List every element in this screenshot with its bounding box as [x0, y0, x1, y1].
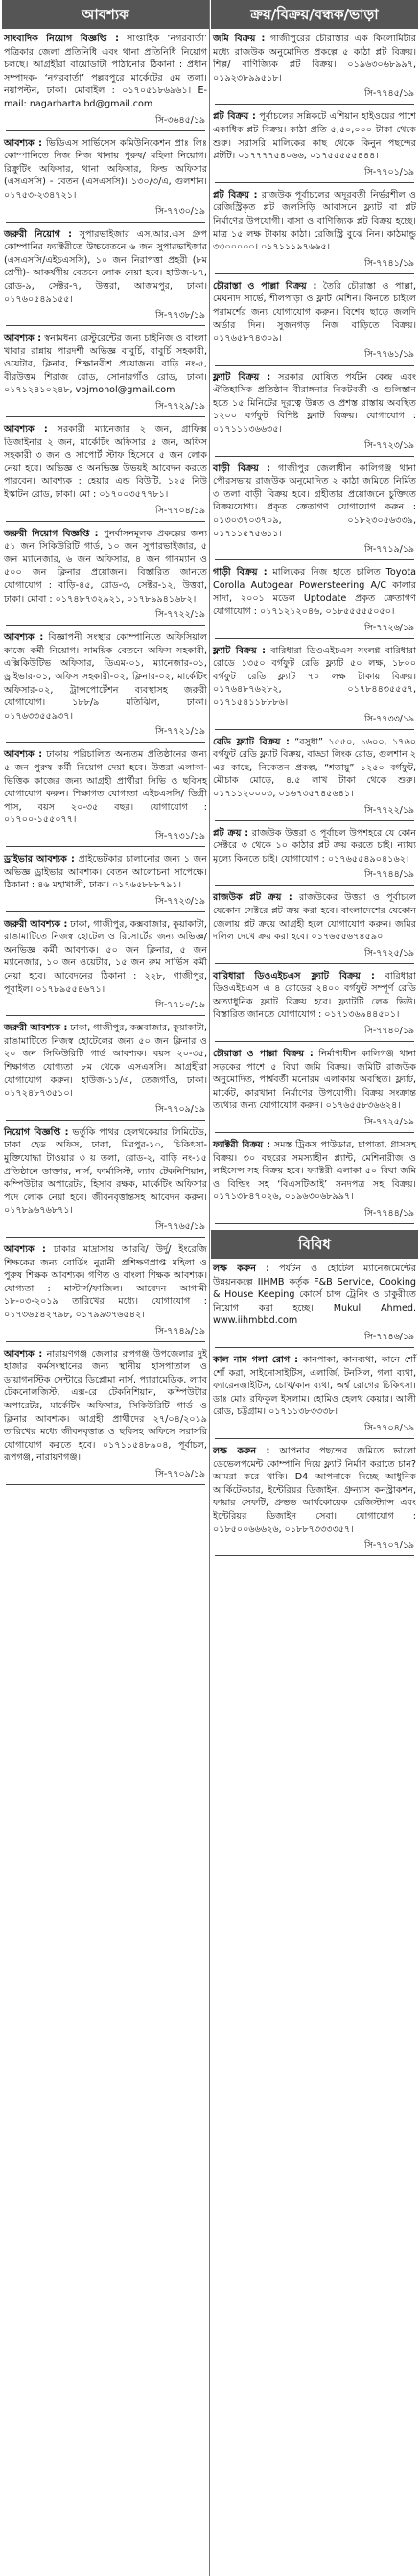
ad-reference-code: সি-৭৭০৪/১৯ — [364, 1422, 414, 1433]
ad-heading: ফ্ল্যাট বিক্রয় : — [213, 645, 266, 656]
ad-divider — [215, 456, 414, 457]
ad-divider — [215, 963, 414, 964]
ad-divider — [6, 521, 205, 522]
ad-divider — [215, 1041, 414, 1042]
column-divider — [209, 0, 210, 2576]
ad-heading: ফ্ল্যাট বিক্রয় : — [213, 371, 271, 383]
ad-heading: জমি বিক্রয় : — [213, 34, 266, 44]
ad-body — [4, 853, 207, 892]
classified-ad — [2, 1022, 209, 1121]
ad-divider — [215, 885, 414, 886]
ad-body — [4, 33, 207, 111]
ad-heading: বারিধারা ডিওএইচএস ফ্ল্যাট বিক্রয় : — [213, 970, 375, 981]
ad-divider — [215, 104, 414, 105]
ad-heading: আবশ্যক : — [4, 1243, 46, 1255]
ad-reference-code: সি-৭৭০৪/১৯ — [155, 505, 205, 516]
ad-divider — [6, 846, 205, 847]
ad-text: পুনর্বাসনমূলক প্রকল্পের জন্য ৫১ জন সিকিউরিটি গার্ড, ১০ জন সুপারভাইজার, ৫ জন ম্যানেজার, ৬ জন অফিসার, ৪ জন গানম্যান ও ৫০০ জন ক্লিনার প্রয়োজন। বিস্তারিত জানতে যোগাযোগ : বাড়ি-৪৫, রোড-৩, সেক্টর-১২, উত্তরা, ঢাকা। মোবা : ০১৭৪৮৭৩২৯২১, ০১৭৮৯৯৪১৬৮২। — [4, 528, 207, 604]
ad-text: রাজউকের উত্তরা ও পূর্বাচলে যেকোন সেক্টরে প্লট ক্রয় করা হবে। বাংলাদেশের যেকোন জেলায় প্লট ক্রয়ে আগ্রহী হলে যোগাযোগ করুন। জমির দলিল দেখে ক্রয় করা হবে। ০১৭৬৫৫৬৭৪৫৯০। — [213, 892, 416, 943]
classified-ad — [2, 918, 209, 1017]
ad-body — [213, 462, 416, 541]
ad-divider — [6, 1120, 205, 1121]
classified-ad — [2, 228, 209, 327]
ad-body — [4, 332, 207, 397]
ad-reference-code: সি-৭৭৬১/১৯ — [364, 348, 414, 360]
classified-ad — [211, 1263, 418, 1348]
ad-heading: আবশ্যক : — [4, 749, 43, 761]
classified-ad — [211, 189, 418, 274]
wanted-ads-list — [2, 33, 209, 1485]
ad-divider — [215, 729, 414, 730]
ad-body — [213, 1139, 416, 1204]
ad-text: “বসুধা” ১৫৫০, ১৬০০, ১৭৬০ বর্গফুট রেডি ফ্ল্যাট বিক্রয়, বাড্ডা লিংক রোড, গুলশান ২ এর কাছে, নিকেতন প্রকল্প, “শতায়ু” ১২৫০ বর্গফুট, মৌচাক মোড়ে, ৪.৫ লাখ টাকা থেকে শুরু। ০১৭১১২০০০৩, ০১৬৭৩৫৭৪৫৬৪১। — [213, 736, 416, 799]
ad-heading: আবশ্যক : — [4, 632, 44, 644]
ad-body — [213, 566, 416, 618]
classified-ad — [211, 1139, 418, 1224]
ad-body — [213, 891, 416, 943]
ad-heading: প্লট বিক্রয় : — [213, 111, 256, 123]
ad-divider — [6, 625, 205, 626]
classified-ad — [211, 1445, 418, 1556]
classified-ad — [2, 33, 209, 131]
ad-body — [213, 189, 416, 254]
ad-reference-code: সি-৭৭০৯/১৯ — [155, 1103, 205, 1115]
ad-divider — [6, 416, 205, 417]
ad-heading: কাল নাম গলা রোগ : — [213, 1354, 299, 1365]
ad-reference-code: সি-৭৭৪৫/১৯ — [364, 88, 414, 100]
ad-text: গাজীপুর জেলাধীন কালিগঞ্জ থানা পৌরসভায় রাজউক অনুমোদিত ২ কাঠা জমিতে নির্মিত ৩ তলা বাড়ী বিক্রয় হবে। গ্রহীতার প্রয়োজনে চুক্তিতে বিক্রয়যোগ্য। প্রকৃত ক্রেতাগণ যোগাযোগ করুন : ০১৩০৩৭০৩৭০৯, ০১৮২৩০৫৬৩৩৯, ০১৭১১৫৭৫৬১১। — [213, 462, 416, 539]
classified-ad — [211, 280, 418, 366]
ad-body — [4, 1126, 207, 1217]
ad-divider — [215, 1132, 414, 1133]
ad-divider — [215, 820, 414, 821]
ad-reference-code: সি-৭৭৪৪/১৯ — [364, 1208, 414, 1218]
ad-heading: চৌরাস্তা ও পাল্লা বিক্রয় : — [213, 280, 317, 292]
ad-text: রাজউক উত্তরা ও পূর্বাচল উপশহরে যে কোন সেক্টরে ৩ থেকে ১০ কাঠার প্লট ক্রয় করতে চাই। ন্যায্য মূল্যে কিনতে চাই। যোগাযোগ : ০১৭৬৫৫৪৯০৪১৬২। — [213, 827, 416, 864]
ad-heading: গাড়ী বিক্রয় : — [213, 567, 268, 579]
ad-heading: আবশ্যক : — [4, 333, 42, 344]
ad-divider — [215, 182, 414, 183]
section-header-wanted: আবশ্যক — [2, 0, 209, 29]
ad-divider — [6, 1484, 205, 1485]
ad-reference-code: সি-৭৭২৯/১৯ — [155, 401, 205, 413]
section-header-misc: বিবিধ — [211, 1230, 418, 1259]
ad-body — [213, 371, 416, 437]
ad-text: তৈরি চৌরাস্তা ও পাল্লা, মেঘনাদ সার্ভে, শীলপাড়া ও ফ্লাট মেশিন। কিনতে চাইলে পরামর্শের জন্য যোগাযোগ করুন। বিশেষ ছাড়ে জলদি অর্ডার দিন। সুজনগড় নিজ বাড়িতে বিক্রয়। ০১৭৬৫৮৭৪৩০৯। — [213, 280, 416, 344]
ad-reference-code: সি-৭৭২৬/১৯ — [364, 622, 414, 633]
ad-reference-code: সি-৩৬৪৫/১৯ — [155, 114, 205, 126]
ad-body — [4, 528, 207, 606]
ad-body — [4, 1243, 207, 1322]
ad-text: ঢাকা, গাজীপুর, কক্সবাজার, কুয়াকাটা, রাঙামাটিতে নিজস্ব হোটেলের জন্য ৫০ জন ক্লিনার ও ২০ জন সিকিউরিটি গার্ড আবশ্যক। বয়স ২০-৩৫, শিক্ষাগত যোগ্যতা ৮ম থেকে এসএসসি। আগ্রহীরা যোগাযোগ করুন। হাউজ-১১/এ, তেজগাঁও, ঢাকা। ০১৭২৪৮৭৩৫১০। — [4, 1023, 207, 1099]
ad-heading: লক্ষ করুন : — [213, 1445, 270, 1456]
classified-ad — [211, 891, 418, 963]
ad-reference-code: সি-৭৭২৩/১৯ — [364, 439, 414, 451]
ad-heading: আবশ্যক : — [4, 137, 42, 149]
ad-reference-code: সি-৭৭১০/১৯ — [155, 1000, 205, 1011]
ad-text: নির্মাণাধীন কালিগঞ্জ থানা সড়কের পাশে ৫ বিঘা জমি বিক্রয়। জমিটি রাজউক অনুমোদিত, পার্শ্ববর্তী মনোরম এলাকায় অবস্থিত। ফ্ল্যাট, মার্কেট, কারখানা নির্মাণের উপযোগী। বিক্রয় সংক্রান্ত তথ্যের জন্য যোগাযোগ করুন। ০১৭৬৫৫৮৩৬৬২৪। — [213, 1049, 416, 1112]
classified-ad — [211, 645, 418, 730]
classified-ad — [2, 137, 209, 223]
classified-ad — [2, 423, 209, 522]
ad-text: পূর্বাচলের সন্নিকটে এশিয়ান হাইওয়ের পাশে একাধিক প্লট বিক্রয়। কাঠা প্রতি ৫,৫০,০০০ টাকা থেকে শুরু। সরাসরি মালিকের কাছ থেকে কিনুন পছন্দের প্লটটি। ০১৭৭৭৭৫৪০৬৬, ০১৭৫৫৫৫৫৪৪৪। — [213, 111, 416, 162]
ad-body — [4, 228, 207, 307]
ad-text: ঢাকা, গাজীপুর, কক্সবাজার, কুয়াকাটা, রাঙামাটিতে নিজস্ব হোটেল ও রিসোর্টের জন্য অভিজ্ঞ/ অনভিজ্ঞ কর্মী আবশ্যক। ৫০ জন ক্লিনার, ৫ জন ম্যানেজার, ১০ জন ওয়েটার, ১৫ জন রুম সার্ভিস কর্মী নেয়া হবে। আবেদনের ঠিকানা : ২২৮, গাজীপুর, পূবাইল। ০১৭৮৯৫৫৪৬৭১। — [4, 918, 207, 995]
ad-reference-code: সি-৭৭১৯/১৯ — [364, 544, 414, 555]
ad-divider — [215, 1223, 414, 1224]
ad-reference-code: সি-৭৭৩০/১৯ — [155, 205, 205, 217]
ad-divider — [215, 1347, 414, 1348]
ad-heading: রাজউক প্লট ক্রয় : — [213, 892, 292, 904]
ad-reference-code: সি-৭৭২৫/১৯ — [364, 947, 414, 958]
ad-text: কানপাকা, কানব্যথা, কানে শোঁ শোঁ করা, সাইনোসাইটিস, এলার্জি, টনসিল, গলা ব্যথা, ফ্যারেনজাইটিস, চোখ/কান ব্যথা, অর্শ্ব রোগের চিকিৎসা। ডাঃ মোঃ রফিকুল ইসলাম। হোমিও হেলথ কেয়ার। আলী রোড, চট্টগ্রাম। ০১৭১১৩৮৩৩৩৮। — [213, 1354, 416, 1418]
classified-ad — [2, 1348, 209, 1485]
ad-heading: সাংবাদিক নিয়োগ বিজ্ঞপ্তি : — [4, 34, 119, 44]
ad-reference-code: সি-৭৭৪১/১৯ — [364, 257, 414, 269]
ad-text: ঢাকার মাদ্রাসায় আরবি/ উর্দু/ ইংরেজি শিক্ষকের জন্য বোর্ডিং নুরানী প্রশিক্ষণপ্রাপ্ত মহিলা ও পুরুষ শিক্ষক আবশ্যক। গণিত ও বাংলা শিক্ষক আবশ্যক। যোগ্যতা : মাস্টার্স/ফাজিল। আবেদন আগামী ১৮-০৩-২০১৯ তারিখের মধ্যে। যোগাযোগ : ০১৭৩৬৫৪২৭৯৮, ০১৭৯৯৩৭৬৫৪২। — [4, 1243, 207, 1320]
misc-ads-list — [211, 1263, 418, 1556]
ad-divider — [215, 273, 414, 274]
classified-ad — [211, 371, 418, 457]
ad-heading: জরুরী নিয়োগ বিজ্ঞপ্তি : — [4, 528, 99, 539]
ad-text: সুপারভাইজার এস.আর.এস গ্রুপ কোম্পানির ফ্যাক্টরীতে উচ্চবেতনে ৬ জন সুপারভাইজার (এসএসসি/এইচএসসি), ১০ জন নিরাপত্তা প্রহরী (৮ম শ্রেণী)- আকর্ষণীয় বেতনে লোক নেয়া হবে। হাউজ-৮৭, রোড-৯, সেক্টর-৭, উত্তরা, আজমপুর, ঢাকা। ০১৭৬০৫৪৯১৫৫। — [4, 228, 207, 305]
ad-body — [4, 137, 207, 202]
ad-divider — [215, 559, 414, 560]
ad-reference-code: সি-৭৭২২/১৯ — [155, 609, 205, 621]
ad-text: সরকার ঘোষিত পর্যটন কেন্দ্র এবং ঐতিহাসিক প্রতিষ্ঠান বীরাঙ্গনার নিকটবর্তী ও গুলিস্তান হতে ১৫ মিনিটের দূরত্বে উন্নত ও প্রশস্ত রাস্তায় অবস্থিত ১২০০ বর্গফুট বিশিষ্ট ফ্ল্যাট বিক্রয়। যোগাযোগ : ০১৭১১১৩৬৬৩৫। — [213, 371, 416, 436]
ad-body — [4, 1022, 207, 1100]
ad-reference-code: সি-৭৭৪৯/১৯ — [155, 1325, 205, 1336]
ad-heading: চৌরাস্তা ও পাল্লা বিক্রয় : — [213, 1049, 314, 1060]
ad-reference-code: সি-৭৭২৫/১৯ — [364, 1117, 414, 1128]
classified-ad — [211, 462, 418, 561]
ad-body — [213, 827, 416, 866]
ad-divider — [215, 1438, 414, 1439]
ad-reference-code: সি-৭৭৩৩/১৯ — [364, 713, 414, 724]
classified-ad — [2, 1126, 209, 1238]
ad-body — [213, 970, 416, 1022]
ad-body — [213, 110, 416, 162]
ad-reference-code: সি-৭৭৬৫/১৯ — [155, 1220, 205, 1232]
ad-heading: লক্ষ করুন : — [213, 1264, 270, 1274]
ad-reference-code: সি-৭৭৪৪/১৯ — [364, 869, 414, 881]
ad-text: আপনার পছন্দের জমিতে ভালো ডেভেলপমেন্ট কোম্পানি দিয়ে ফ্ল্যাট নির্মাণ করাতে চান? আমরা করে থাকি। D4 আপনাকে দিচ্ছে আধুনিক আর্কিটেকচার, ইন্টেরিয়র ডিজাইন, গ্রুন্যাস কনস্ট্রাকশন, ফায়ার সেফটি, প্রুভড আর্থকোয়েক রেজিস্ট্যান্স এবং ইন্টেরিয়র ডিজাইন সেবা। যোগাযোগ : ০১৮৫০০৬৬৬২৬, ০১৮৮৭৩৩৩৩৫৭। — [213, 1445, 416, 1535]
ad-reference-code: সি-৭৭০১/১৯ — [364, 166, 414, 177]
ad-divider — [6, 130, 205, 131]
ad-heading: রেডি ফ্ল্যাট বিক্রয় : — [213, 736, 290, 747]
classified-ad — [2, 748, 209, 847]
ad-body — [4, 918, 207, 997]
ad-heading: প্লট ক্রয় : — [213, 827, 249, 839]
buy-sell-ads-list — [211, 33, 418, 1224]
classified-ad — [2, 1243, 209, 1342]
ad-heading: ফ্যাক্টরী বিক্রয় : — [213, 1140, 271, 1151]
ad-text: প্রাইভেটকার চালানোর জন্য ১ জন অভিজ্ঞ ড্রাইভার আবশ্যক। বেতন আলোচনা সাপেক্ষে। ঠিকানা : ৪৬ মহাখালী, ঢাকা। ০১৭৬৫৮৮৮৭৯১। — [4, 853, 207, 891]
ad-text: গাজীপুরের চৌরাস্তার এক কিলোমিটার মধ্যে রাজউক অনুমোদিত প্রকল্পে ৫ কাঠা প্লট বিক্রয়। শিল্প/ বাণিজ্যিক প্লট বিক্রয়। ০১৯৬৩০৬৮৯৯৭, ০১৯২৩৮৯৯৫১৮। — [213, 34, 416, 83]
ad-text: নারায়ণগঞ্জ জেলার রূপগঞ্জ উপজেলার দুই হাজার কর্মসংস্থানের জন্য স্থানীয় হাসপাতাল ও ডায়াগনস্টিক সেন্টারে ডিপ্লোমা নার্স, প্যারামেডিক, ল্যাব টেকনোলজিস্ট, এক্স-রে টেকনিশিয়ান, কম্পিউটার অপারেটর, মার্কেটিং অফিসার, সিকিউরিটি গার্ড ও ক্লিনার আবশ্যক। আগ্রহী প্রার্থীদের ২৭/০৪/২০১৯ তারিখের মধ্যে জীবনবৃত্তান্ত ও ছবিসহ অফিসে সরাসরি যোগাযোগ করতে হবে। ০১৭১১৫৪৮৯০৪, পূর্বাচল, রূপগঞ্জ, নারায়ণগঞ্জ। — [4, 1348, 207, 1464]
ad-text: সাপ্তাহিক ‘নগরবার্তা’ পত্রিকার জেলা প্রতিনিধি এবং থানা প্রতিনিধি নিয়োগ চলছে। আগ্রহীরা বায়োডাটা পাঠানোর ঠিকানা : প্রধান সম্পাদক- ‘নগরবার্তা’ পল্লবপুরে মার্কেটের ৫ম তলা। নয়াপল্টন, ঢাকা। মোবাইল : ০১৭০৫১৮৬৯৬১। E-mail: nagarbarta.bd@gmail.com — [4, 34, 207, 109]
classified-ad — [211, 110, 418, 182]
classified-ad — [2, 332, 209, 417]
ad-heading: আবশ্যক : — [4, 424, 48, 436]
ad-reference-code: সি-৭৭২৩/১৯ — [155, 895, 205, 907]
ad-divider — [6, 742, 205, 743]
ad-heading: নিয়োগ বিজ্ঞপ্তি : — [4, 1126, 69, 1138]
ad-divider — [6, 1237, 205, 1238]
classified-ad — [2, 528, 209, 626]
ad-divider — [6, 1015, 205, 1016]
classified-ad — [211, 33, 418, 105]
ad-heading: বাড়ী বিক্রয় : — [213, 462, 270, 474]
ad-body — [213, 33, 416, 84]
ad-reference-code: সি-৭৭৪৬/১৯ — [364, 1331, 414, 1342]
ad-reference-code: সি-৭৭২১/১৯ — [155, 726, 205, 738]
ad-body — [213, 280, 416, 345]
ad-body — [213, 1354, 416, 1419]
ad-divider — [215, 365, 414, 366]
ad-divider — [6, 222, 205, 223]
ad-heading: জরুরী আবশ্যক : — [4, 918, 68, 930]
ad-heading: আবশ্যক : — [4, 1348, 43, 1359]
ad-text: সরকারী ম্যানেজার ২ জন, গ্রাফিক্স ডিজাইনার ২ জন, মার্কেটিং অফিসার ৫ জন, অফিস সহকারী ৩ জন ও সাপোর্ট স্টাফ হিসেবে ৫ জন লোক নেয়া হবে। অভিজ্ঞ ও অনভিজ্ঞ উভয়ই আবেদন করতে পারবেন। আবশ্যক : হেয়ার এন্ড বিউটি, ১২৫ নিউ ইস্কাটন রোড, ঢাকা। মো : ০১৭০০৩৫৭৭৮১। — [4, 424, 207, 501]
ad-body — [213, 736, 416, 801]
ad-body — [213, 645, 416, 710]
ad-text: বারিধারা ডিওএইচএস এ ৪ রোডের ২৪০০ বর্গফুট সম্পূর্ণ রেডি অত্যাধুনিক ফ্ল্যাট বিক্রয় হবে। ফ্ল্যাটটি লেক ভিউ। বিস্তারিত জানতে যোগাযোগ : ০১৭১৩৬৯৪৪৫০১। — [213, 970, 416, 1021]
ad-reference-code: সি-৭৭৪০/১৯ — [364, 1026, 414, 1037]
ad-divider — [6, 325, 205, 326]
ad-reference-code: সি-৭৭২২/১৯ — [364, 804, 414, 815]
classified-ad — [211, 566, 418, 638]
classified-ad — [211, 1354, 418, 1439]
section-header-buy-sell: ক্রয়/বিক্রয়/বন্ধক/ভাড়া — [211, 0, 418, 29]
ad-body — [213, 1048, 416, 1113]
ad-heading: জরুরী নিয়োগ : — [4, 228, 72, 240]
ad-body — [4, 1348, 207, 1465]
ad-divider — [6, 911, 205, 912]
left-column — [2, 0, 209, 2576]
ad-reference-code: সি-৭৭৩১/১৯ — [155, 830, 205, 841]
ad-heading: ড্রাইভার আবশ্যক : — [4, 853, 75, 864]
classified-ad — [211, 736, 418, 821]
classified-ad — [211, 827, 418, 886]
ad-text: রাজউক পূর্বাচলের অদূরবর্তী নির্ভরশীল ও রেজিস্ট্রিকৃত প্লট জলসিড়ি আবাসনে ফ্ল্যাট বা প্লট নির্মাণের উপযোগী। বাসা ও বাণিজ্যিক প্লট বিক্রয় হচ্ছে। মাত্র ১৫ লক্ষ টাকায় কাঠা। রেজিস্ট্রি বুঝে নিন। কাঠমান্ডু ৩৩০০০০০। ০১৭১১১৯৭৬৬৫। — [213, 189, 416, 253]
ad-text: বারিধারা ডিওএইচএস সংলগ্ন বারিধারা রোডে ১৩৫০ বর্গফুট রেডি ফ্ল্যাট ৫০ লক্ষ, ১৮০০ বর্গফুট রেডি ফ্ল্যাট ৭০ লক্ষ টাকায় বিক্রয়। ০১৭৬৪৮৭৬২৮২, ০১৭৮৪৪৩৫৫৫৭, ০১৭১৫৪১১৮৮৮৬। — [213, 645, 416, 708]
ad-body — [4, 631, 207, 722]
ad-body — [213, 1263, 416, 1328]
ad-text: মালিকের নিজ হাতে চালিত Toyota Corolla Autogear Powersteering A/C কালার সাদা, ২০০১ মডেল Uptodate প্রকৃত ক্রেতাগণ যোগাযোগ : ০১৭১২১২০৪৬, ০১৮৫৫৫৫৫০৫০। — [213, 567, 416, 617]
ad-body — [4, 748, 207, 827]
classified-ad — [2, 631, 209, 743]
classified-ad — [2, 853, 209, 912]
ad-reference-code: সি-৭৭০৯/১৯ — [155, 1468, 205, 1479]
ad-heading: জরুরী আবশ্যক : — [4, 1023, 68, 1034]
ad-divider — [6, 1341, 205, 1342]
ad-heading: প্লট বিক্রয় : — [213, 189, 258, 201]
classified-ad — [211, 1048, 418, 1133]
ad-body — [4, 423, 207, 502]
classified-ad — [211, 970, 418, 1042]
ad-text: স্বনামধন্য রেস্টুরেন্টের জন্য চাইনিজ ও বাংলা খাবার রান্নায় পারদর্শী অভিজ্ঞ বাবুর্চি, বাবুর্চি সহকারী, ওয়েটার, ক্লিনার, শিক্ষানবীশ প্রয়োজন। বাড়ি নং-৫, বীরউত্তম শিরাজ রোড, সোনারগাঁও রোড, ঢাকা। ০১৭১২৪১০২৪৮, vojmohol@gmail.com — [4, 333, 207, 396]
ad-text: পর্যটন ও হোটেল ম্যানেজমেন্টের উন্নয়নকল্পে IIHMB কর্তৃক F&B Service, Cooking & House Keeping কোর্সে চান্স ট্রেনিং ও চাকুরীতে নিয়োগ করা হচ্ছে। Mukul Ahmed. www.iihmbbd.com — [213, 1264, 416, 1327]
ad-reference-code: সি-৭৭৩৮/১৯ — [155, 310, 205, 321]
ad-reference-code: সি-৭৭০৭/১৯ — [364, 1540, 414, 1551]
ad-text: বিজ্ঞাপনী সংস্থার কোম্পানিতে অফিসিয়াল কাজে কর্মী নিয়োগ। সাময়িক বেতনে অফিস সহকারী, এক্সিকিউটিভ অফিসার, ডিএম-০১, ম্যানেজার-০১, ড্রাইভার-০১, অফিস সহকারী-০২, ক্লিনার-০২, মার্কেটিং অফিসার-০২, ট্রান্সপোর্টেশন ব্যবস্থাসহ জরুরী যোগাযোগ। ১৮৮/৯ মতিঝিল, ঢাকা। ০১৭৬৩৩৫৫৯৩৭। — [4, 632, 207, 721]
ad-text: সমস্ত ট্রিকস পাউডার, চাপাতা, গ্লাসসহ বিক্রয়। ৩০ বছরের সমস্যাহীন প্ল্যান্ট, মেশিনারীজ ও লাইসেন্স সহ বিক্রয় হবে। ফ্যাক্টরী এলাকা ৫০ বিঘা জমি ও বিল্ডিং সহ ‘বিএসটিআই’ সনদপত্র সহ বিক্রয়। ০১৭১৩৮৪৭০২৬, ০১৯৬৩০৬৮৯৯৭। — [213, 1140, 416, 1203]
ad-divider — [215, 1555, 414, 1556]
ad-divider — [215, 638, 414, 639]
ad-text: ভর্তুকি পাথর হেলথকেয়ার লিমিটেড, ঢাকা হেড অফিস, ঢাকা, মিরপুর-১০, চিকিৎসা-মুক্তিযোদ্ধা টাওয়ার ৩ য় তলা, রোড-২, বাড়ি নং-১৫ প্রতিষ্ঠানে ডাক্তার, নার্স, ফার্মাসিস্ট, ল্যাব টেকনিশিয়ান, কম্পিউটার অপারেটর, হিসাব রক্ষক, মার্কেটিং অফিসার পদে লোক নেয়া হবে। জীবনবৃত্তান্তসহ আবেদন করুন। ০১৭৮৯৬৭৬৮৭১। — [4, 1126, 207, 1217]
ad-text: ভিডিএস সার্ভিসেস কমিউনিকেশন প্রাঃ লিঃ কোম্পানিতে নিজ নিজ থানায় পুরুষ/ মহিলা নিয়োগ। রিক্রুটিং অফিসার, থানা অফিসার, ফিল্ড অফিসার (এসএসসি) - বেতন (এসএসসি)। ১৩০/৩/এ, গুলশান। ০১৭৫৩-২৩৪৭২১। — [4, 137, 207, 201]
right-column — [211, 0, 418, 2576]
ad-text: ঢাকায় পরিচালিত অন্যতম প্রতিষ্ঠানের জন্য ৫ জন পুরুষ কর্মী নিয়োগ দেয়া হবে। উত্তরা এলাকা-ভিত্তিক কাজের জন্য আগ্রহী প্রার্থীরা সিভি ও ছবিসহ যোগাযোগ করুন। শিক্ষাগত যোগ্যতা এইচএসসি/ ডিগ্রী পাস, বয়স ২০-৩৫ বছর। যোগাযোগ : ০১৭০০-১৫৫০৭৭। — [4, 749, 207, 826]
ad-body — [213, 1445, 416, 1536]
